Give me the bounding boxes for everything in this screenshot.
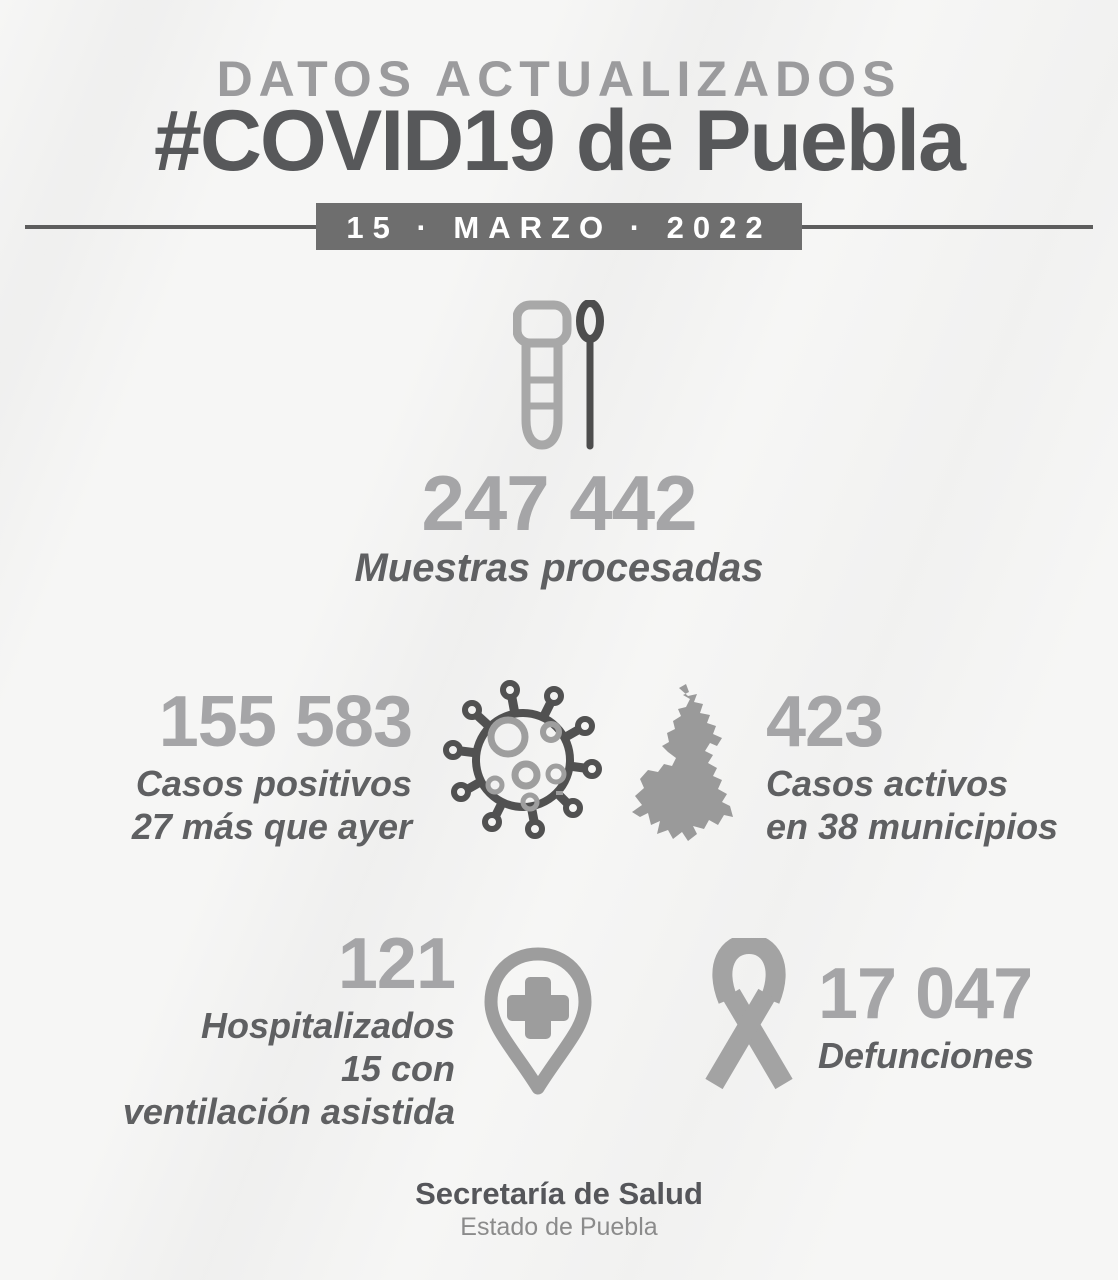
kicker-title: DATOS ACTUALIZADOS [216,51,902,107]
date-banner [25,203,1093,250]
deaths-value: 17 047 [818,954,1033,1034]
test-tube-and-swab-icon [513,300,605,452]
stat-hospitalized [75,924,455,1134]
active-cases-value: 423 [766,682,884,762]
samples-icon-group [0,300,1118,452]
footer-region: Estado de Puebla [460,1213,658,1241]
samples-label: Muestras procesadas [354,546,764,590]
date-badge: 15 · MARZO · 2022 [316,203,801,250]
puebla-map-icon [627,684,758,847]
active-cases-label: Casos activos [766,763,1009,804]
positive-cases-value: 155 583 [158,682,412,762]
active-cases-scope: en 38 municipios [766,806,1059,848]
page-title: #COVID19 de Puebla [154,93,964,189]
hospitalized-value: 121 [337,924,455,1004]
stat-positive-cases [40,682,412,848]
hospitalized-label: Hospitalizados [200,1005,455,1046]
stat-deaths [818,954,1108,1077]
positive-cases-label: Casos positivos [135,763,412,804]
ventilated-label: ventilación asistida [122,1091,455,1133]
stat-active-cases [766,682,1106,848]
ventilated-count: 15 con [340,1048,455,1090]
samples-value: 247 442 [421,459,697,547]
positive-cases-delta: 27 más que ayer [131,806,412,848]
virus-icon [438,674,610,855]
hospital-pin-icon [478,946,598,1101]
date-rule-right [802,225,1093,229]
date-rule-left [25,225,316,229]
mourning-ribbon-icon [696,938,802,1098]
footer-organization: Secretaría de Salud [415,1176,703,1211]
deaths-label: Defunciones [818,1035,1035,1076]
